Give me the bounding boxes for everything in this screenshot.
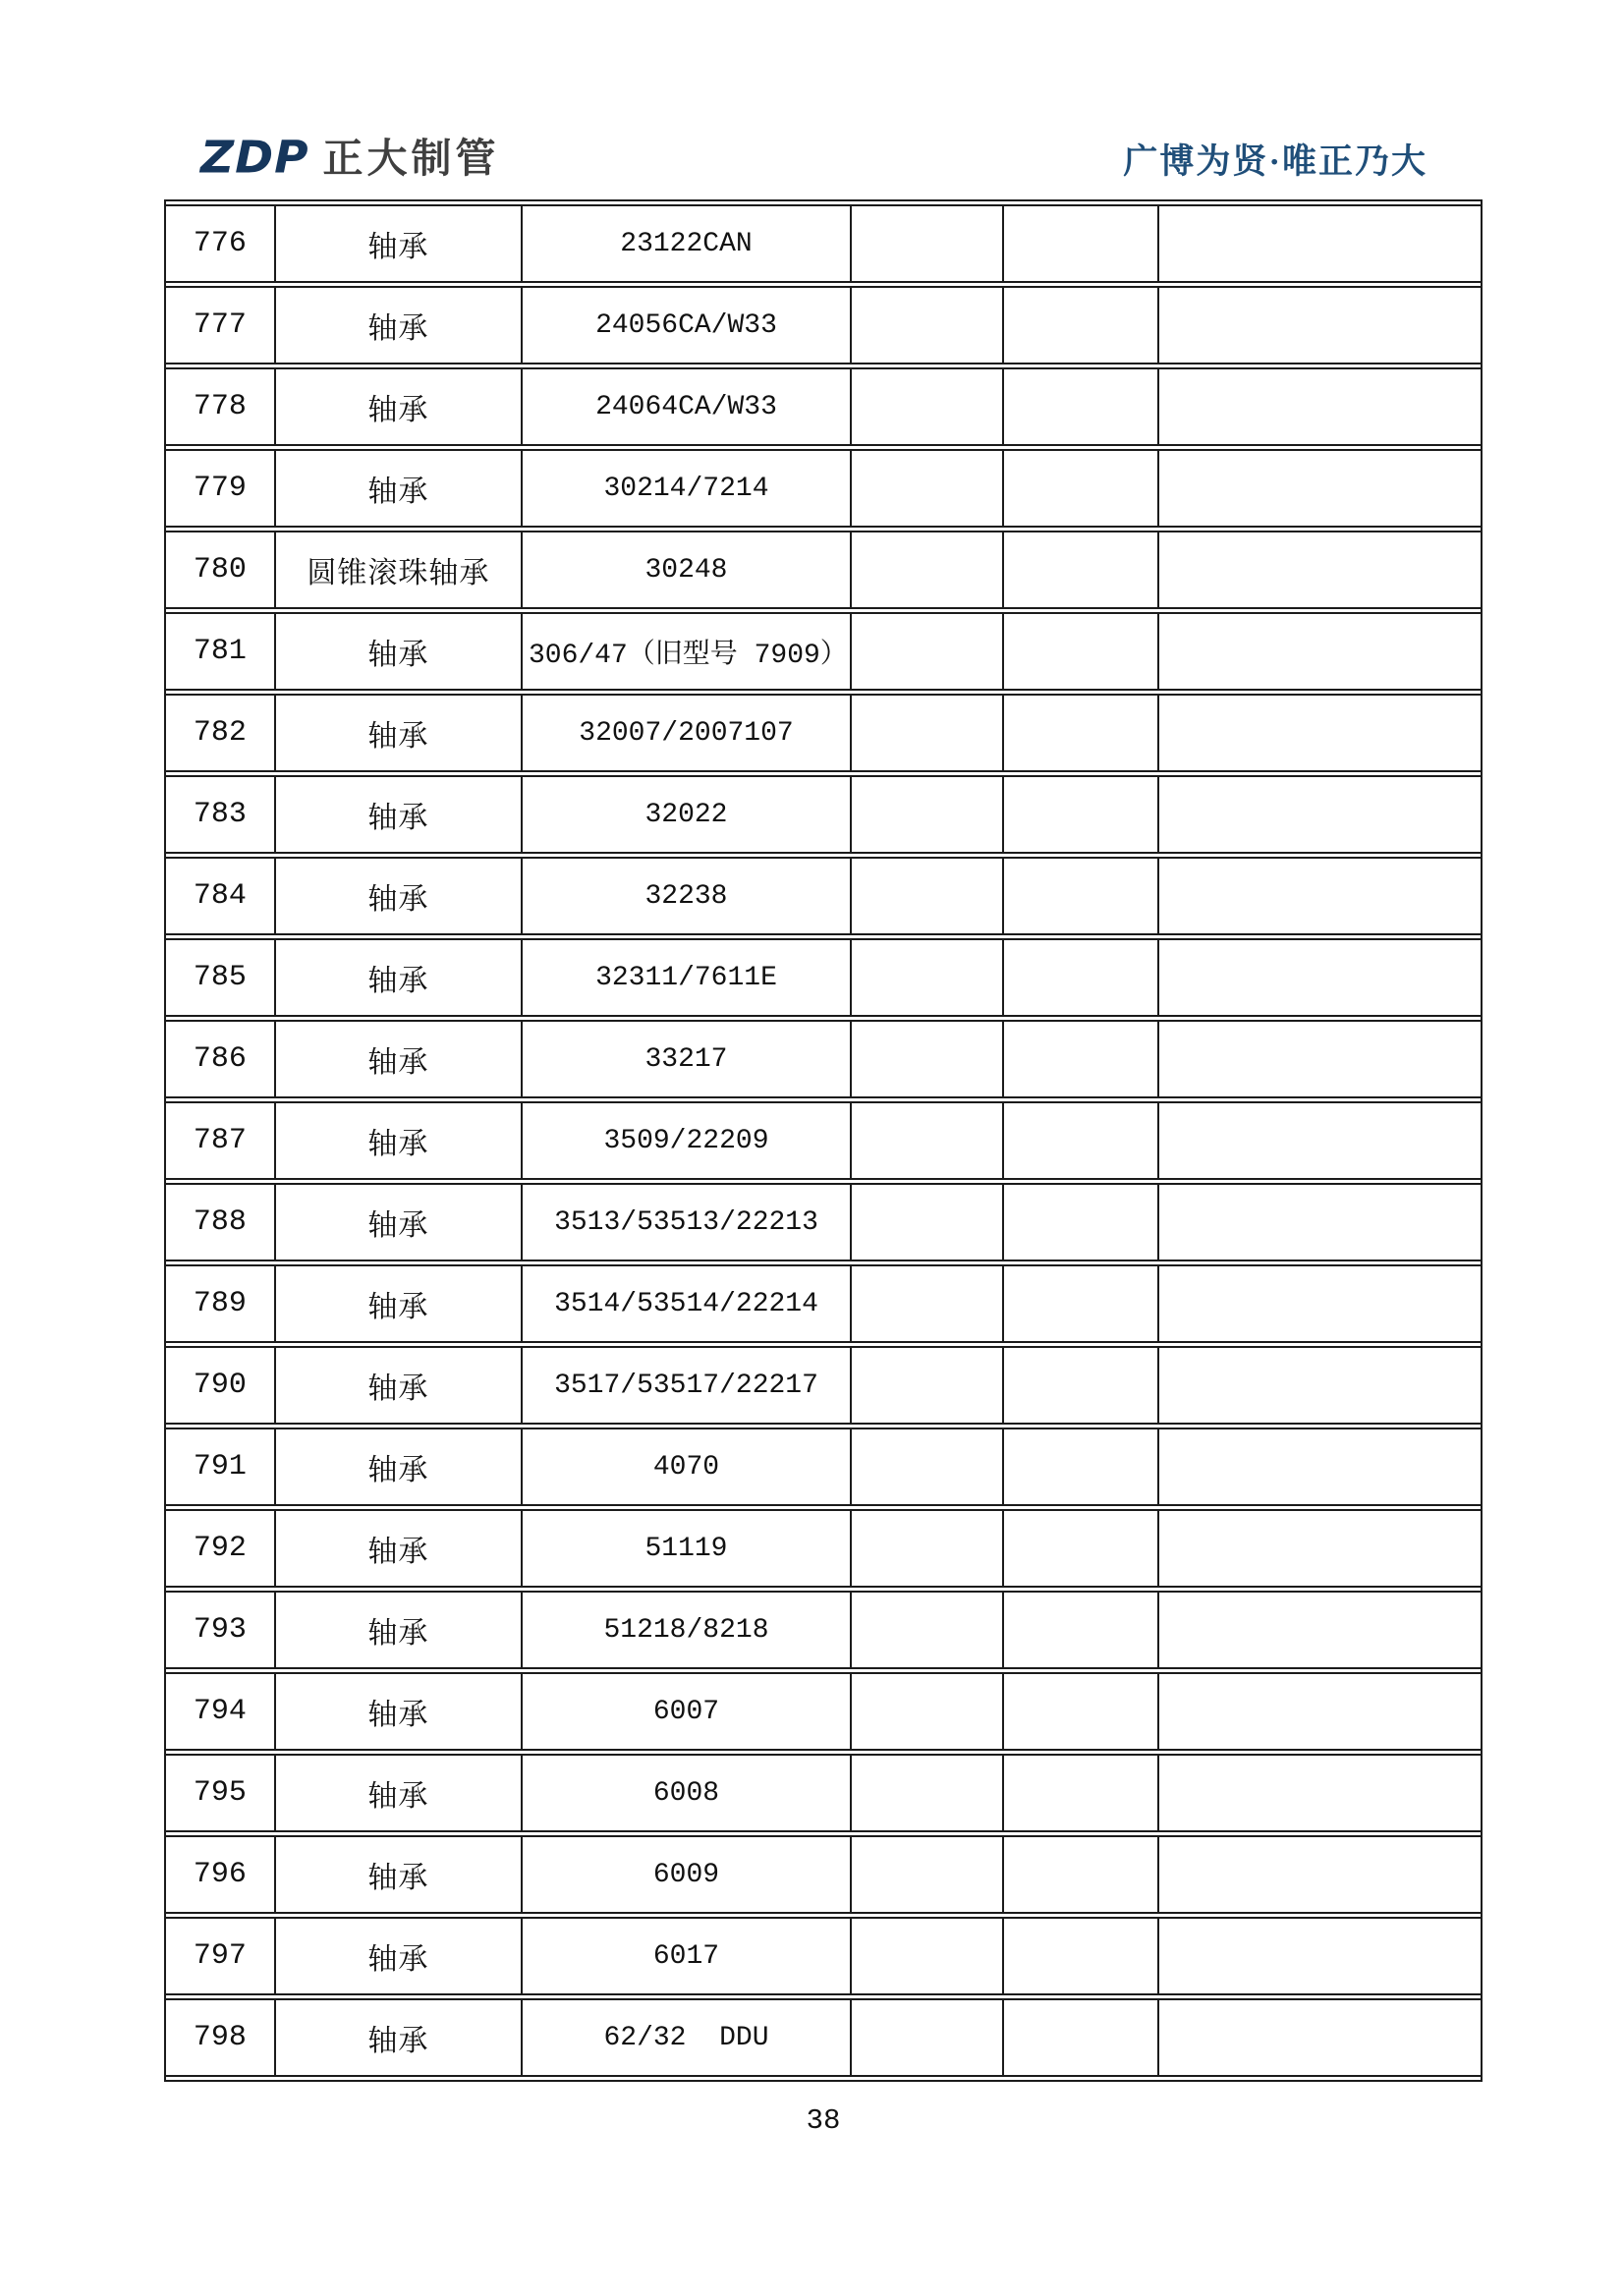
part-name-cell: 圆锥滚珠轴承 — [274, 531, 521, 609]
header-slogan: 广博为贤·唯正乃大 — [1123, 142, 1427, 181]
part-name-cell: 轴承 — [274, 1183, 521, 1261]
logo-company-name: 正大制管 — [322, 136, 500, 181]
empty-cell-1 — [850, 1346, 1002, 1425]
table-row — [166, 775, 1481, 854]
model-spec-cell: 32007/2007107 — [521, 694, 850, 772]
empty-cell-1 — [850, 1428, 1002, 1506]
remark-cell — [1157, 1346, 1481, 1425]
serial-number-cell: 778 — [166, 367, 274, 446]
empty-cell-2 — [1002, 204, 1158, 283]
empty-cell-1 — [850, 1101, 1002, 1180]
empty-cell-2 — [1002, 938, 1158, 1017]
serial-number-cell: 783 — [166, 775, 274, 854]
empty-cell-1 — [850, 1509, 1002, 1588]
model-spec-cell: 6017 — [521, 1917, 850, 1995]
serial-number-cell: 784 — [166, 857, 274, 935]
empty-cell-1 — [850, 938, 1002, 1017]
empty-cell-2 — [1002, 1264, 1158, 1343]
table-row — [166, 1264, 1481, 1343]
empty-cell-1 — [850, 367, 1002, 446]
empty-cell-1 — [850, 1591, 1002, 1669]
serial-number-cell: 795 — [166, 1754, 274, 1832]
logo-zdp-acronym: ZDP — [200, 132, 309, 184]
table-row — [166, 1917, 1481, 1995]
table-row — [166, 1591, 1481, 1669]
serial-number-cell: 796 — [166, 1835, 274, 1914]
part-name-cell: 轴承 — [274, 1346, 521, 1425]
model-spec-cell: 4070 — [521, 1428, 850, 1506]
part-name-cell: 轴承 — [274, 1264, 521, 1343]
serial-number-cell: 781 — [166, 612, 274, 691]
table-row — [166, 1428, 1481, 1506]
part-name-cell: 轴承 — [274, 775, 521, 854]
model-spec-cell: 3513/53513/22213 — [521, 1183, 850, 1261]
empty-cell-2 — [1002, 1183, 1158, 1261]
model-spec-cell: 3514/53514/22214 — [521, 1264, 850, 1343]
table-row — [166, 1509, 1481, 1588]
table-row — [166, 1835, 1481, 1914]
remark-cell — [1157, 1835, 1481, 1914]
part-name-cell: 轴承 — [274, 1020, 521, 1098]
empty-cell-1 — [850, 1754, 1002, 1832]
part-name-cell: 轴承 — [274, 857, 521, 935]
parts-table-body — [166, 204, 1481, 2077]
empty-cell-2 — [1002, 612, 1158, 691]
empty-cell-2 — [1002, 1101, 1158, 1180]
serial-number-cell: 782 — [166, 694, 274, 772]
empty-cell-1 — [850, 1020, 1002, 1098]
part-name-cell: 轴承 — [274, 286, 521, 364]
model-spec-cell: 6009 — [521, 1835, 850, 1914]
remark-cell — [1157, 367, 1481, 446]
empty-cell-2 — [1002, 1428, 1158, 1506]
part-name-cell: 轴承 — [274, 1917, 521, 1995]
empty-cell-2 — [1002, 1509, 1158, 1588]
remark-cell — [1157, 1428, 1481, 1506]
model-spec-cell: 30248 — [521, 531, 850, 609]
model-spec-cell: 62/32 DDU — [521, 1998, 850, 2077]
empty-cell-2 — [1002, 531, 1158, 609]
serial-number-cell: 777 — [166, 286, 274, 364]
remark-cell — [1157, 286, 1481, 364]
part-name-cell: 轴承 — [274, 1428, 521, 1506]
empty-cell-1 — [850, 775, 1002, 854]
part-name-cell: 轴承 — [274, 1672, 521, 1751]
model-spec-cell: 32311/7611E — [521, 938, 850, 1017]
serial-number-cell: 787 — [166, 1101, 274, 1180]
model-spec-cell: 23122CAN — [521, 204, 850, 283]
remark-cell — [1157, 1509, 1481, 1588]
remark-cell — [1157, 775, 1481, 854]
serial-number-cell: 776 — [166, 204, 274, 283]
part-name-cell: 轴承 — [274, 1509, 521, 1588]
model-spec-cell: 33217 — [521, 1020, 850, 1098]
empty-cell-2 — [1002, 367, 1158, 446]
model-spec-cell: 51218/8218 — [521, 1591, 850, 1669]
part-name-cell: 轴承 — [274, 1101, 521, 1180]
part-name-cell: 轴承 — [274, 938, 521, 1017]
remark-cell — [1157, 938, 1481, 1017]
empty-cell-2 — [1002, 857, 1158, 935]
serial-number-cell: 793 — [166, 1591, 274, 1669]
remark-cell — [1157, 1101, 1481, 1180]
model-spec-cell: 51119 — [521, 1509, 850, 1588]
model-spec-cell: 32238 — [521, 857, 850, 935]
model-spec-cell: 306/47（旧型号 7909） — [521, 612, 850, 691]
table-row — [166, 1101, 1481, 1180]
empty-cell-2 — [1002, 449, 1158, 528]
part-name-cell: 轴承 — [274, 204, 521, 283]
part-name-cell: 轴承 — [274, 1591, 521, 1669]
part-name-cell: 轴承 — [274, 367, 521, 446]
company-logo — [200, 134, 500, 183]
table-row — [166, 857, 1481, 935]
serial-number-cell: 792 — [166, 1509, 274, 1588]
empty-cell-1 — [850, 694, 1002, 772]
remark-cell — [1157, 1183, 1481, 1261]
serial-number-cell: 794 — [166, 1672, 274, 1751]
model-spec-cell: 6008 — [521, 1754, 850, 1832]
remark-cell — [1157, 1754, 1481, 1832]
empty-cell-2 — [1002, 1346, 1158, 1425]
table-row — [166, 1998, 1481, 2077]
remark-cell — [1157, 1591, 1481, 1669]
table-row — [166, 1346, 1481, 1425]
remark-cell — [1157, 1264, 1481, 1343]
serial-number-cell: 798 — [166, 1998, 274, 2077]
empty-cell-2 — [1002, 694, 1158, 772]
table-row — [166, 204, 1481, 283]
empty-cell-2 — [1002, 1835, 1158, 1914]
empty-cell-1 — [850, 531, 1002, 609]
table-row — [166, 1183, 1481, 1261]
empty-cell-1 — [850, 286, 1002, 364]
remark-cell — [1157, 1917, 1481, 1995]
empty-cell-1 — [850, 857, 1002, 935]
table-row — [166, 531, 1481, 609]
table-row — [166, 1754, 1481, 1832]
part-name-cell: 轴承 — [274, 449, 521, 528]
serial-number-cell: 779 — [166, 449, 274, 528]
table-row — [166, 612, 1481, 691]
model-spec-cell: 24056CA/W33 — [521, 286, 850, 364]
empty-cell-1 — [850, 1672, 1002, 1751]
remark-cell — [1157, 1672, 1481, 1751]
serial-number-cell: 789 — [166, 1264, 274, 1343]
remark-cell — [1157, 1020, 1481, 1098]
remark-cell — [1157, 694, 1481, 772]
serial-number-cell: 791 — [166, 1428, 274, 1506]
serial-number-cell: 785 — [166, 938, 274, 1017]
empty-cell-2 — [1002, 1020, 1158, 1098]
table-row — [166, 1020, 1481, 1098]
model-spec-cell: 30214/7214 — [521, 449, 850, 528]
empty-cell-1 — [850, 1183, 1002, 1261]
empty-cell-1 — [850, 1264, 1002, 1343]
part-name-cell: 轴承 — [274, 1998, 521, 2077]
model-spec-cell: 24064CA/W33 — [521, 367, 850, 446]
serial-number-cell: 780 — [166, 531, 274, 609]
part-name-cell: 轴承 — [274, 1754, 521, 1832]
model-spec-cell: 6007 — [521, 1672, 850, 1751]
empty-cell-2 — [1002, 1672, 1158, 1751]
table-row — [166, 286, 1481, 364]
page-number: 38 — [806, 2104, 841, 2137]
remark-cell — [1157, 1998, 1481, 2077]
empty-cell-1 — [850, 1998, 1002, 2077]
table-row — [166, 694, 1481, 772]
remark-cell — [1157, 449, 1481, 528]
remark-cell — [1157, 531, 1481, 609]
model-spec-cell: 32022 — [521, 775, 850, 854]
remark-cell — [1157, 857, 1481, 935]
empty-cell-1 — [850, 1917, 1002, 1995]
empty-cell-1 — [850, 612, 1002, 691]
table-row — [166, 449, 1481, 528]
model-spec-cell: 3517/53517/22217 — [521, 1346, 850, 1425]
remark-cell — [1157, 612, 1481, 691]
page-header — [0, 0, 1623, 196]
part-name-cell: 轴承 — [274, 612, 521, 691]
part-name-cell: 轴承 — [274, 1835, 521, 1914]
empty-cell-2 — [1002, 1917, 1158, 1995]
empty-cell-1 — [850, 1835, 1002, 1914]
empty-cell-2 — [1002, 1591, 1158, 1669]
serial-number-cell: 797 — [166, 1917, 274, 1995]
table-row — [166, 367, 1481, 446]
parts-table — [164, 199, 1483, 2082]
serial-number-cell: 790 — [166, 1346, 274, 1425]
empty-cell-1 — [850, 204, 1002, 283]
empty-cell-2 — [1002, 1998, 1158, 2077]
empty-cell-2 — [1002, 1754, 1158, 1832]
part-name-cell: 轴承 — [274, 694, 521, 772]
model-spec-cell: 3509/22209 — [521, 1101, 850, 1180]
serial-number-cell: 788 — [166, 1183, 274, 1261]
empty-cell-2 — [1002, 286, 1158, 364]
empty-cell-2 — [1002, 775, 1158, 854]
table-row — [166, 938, 1481, 1017]
remark-cell — [1157, 204, 1481, 283]
serial-number-cell: 786 — [166, 1020, 274, 1098]
empty-cell-1 — [850, 449, 1002, 528]
table-row — [166, 1672, 1481, 1751]
